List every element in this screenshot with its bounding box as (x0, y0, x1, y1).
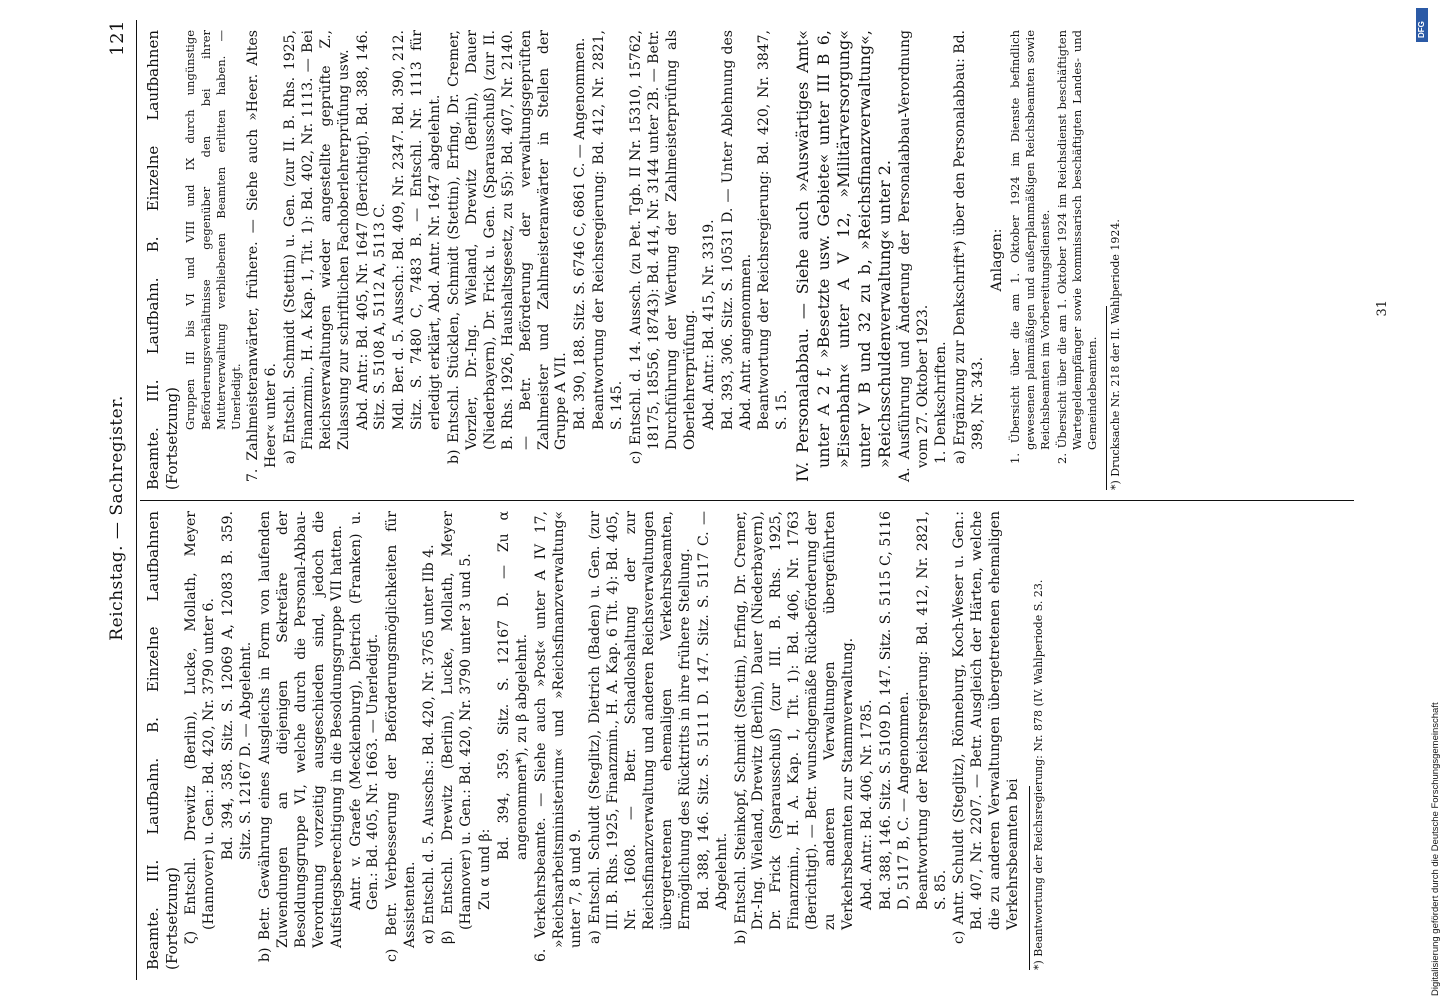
left-entry: c) Betr. Verbesserung der Beförderungsmöglichkeiten für Assistenten. (384, 511, 419, 962)
left-entry: Beamte. III. Laufbahn. B. Einzelne Laufbahnen (Fortsetzung) (144, 511, 182, 970)
digitization-note (1404, 0, 1441, 1000)
right-entry: Anlagen: (989, 228, 1006, 292)
right-entry: IV. Personalabbau. — Siehe auch »Auswärtiges Amt« unter A 2 f, »Besetzte usw. Gebiete« unter III B 6, »Eisenbahn« unter A V 12, »Militärversorgung« unter V B und 32 zu b, »Reichsfinanzverwaltung«, »Reichsschuldenverwaltung« unter 2. (793, 30, 895, 482)
right-entry: 2. Übersicht über die am 1. Oktober 1924 im Reichsdienst beschäftigten Wartegeldempfänger sowie kommissarisch beschäftigten Landes- und Gemeindebeamten. (1054, 30, 1099, 464)
right-entry: A. Ausführung und Änderung der Personalabbau-Verordnung vom 27. Oktober 1923. (896, 30, 931, 482)
left-entry: 6. Verkehrsbeamte. — Siehe auch »Post« unter A IV 17, »Reichsarbeitsministerium« und »Reichsfinanzverwaltung« unter 7, 8 und 9. (532, 511, 585, 962)
right-entry: Beantwortung der Reichsregierung: Bd. 420, Nr. 3847, S. 15. (756, 30, 791, 430)
right-entry: 1. Denkschriften. (933, 341, 950, 464)
left-column (140, 500, 1354, 980)
left-entry: Bd. 394, 358. Sitz. S. 12069 A, 12083 B. 359. Sitz. S. 12167 D. — Abgelehnt. (220, 511, 255, 860)
left-entry: Bd. 388, 146. Sitz. S. 5111 D. 147. Sitz. S. 5117 C. — Abgelehnt. (695, 511, 730, 910)
right-entry: 7. Zahlmeisteranwärter, frühere. — Siehe auch »Heer. Altes Heer« unter 6. (245, 30, 279, 482)
left-entry: Antr. v. Graefe (Mecklenburg), Dietrich (Franken) u. Gen.: Bd. 405, Nr. 1663. — Unerledigt. (347, 511, 382, 910)
left-entry: Beantwortung der Reichsregierung: Bd. 412, Nr. 2821, S. 85. (914, 511, 949, 910)
left-entry: ζ) Entschl. Drewitz (Berlin), Lucke, Mollath, Meyer (Hannover) u. Gen.: Bd. 420, Nr. 3790 unter 6. (183, 511, 218, 944)
right-entry: a) Ergänzung zur Denkschrift*) über den Personalabbau: Bd. 398, Nr. 343. (952, 30, 987, 464)
right-entry: Abd. Antr.: Bd. 415, Nr. 3319. (700, 219, 717, 430)
right-entry: Beantwortung der Reichsregierung: Bd. 412, Nr. 2821, S. 145. (591, 30, 626, 430)
dfg-logo-text: DFG (1417, 21, 1426, 38)
left-entry: Abd. Antr.: Bd. 406, Nr. 1785. (858, 699, 875, 910)
right-entry: Beamte. III. Laufbahn. B. Einzelne Laufbahnen (Fortsetzung) (144, 30, 182, 490)
left-entry: β) Entschl. Drewitz (Berlin), Lucke, Mollath, Meyer (Hannover) u. Gen.: Bd. 420, Nr. 3790 unter 3 und 5. (440, 511, 474, 944)
right-entry: Bd. 390, 188. Sitz. S. 6746 C, 6861 C. — Angenommen. (572, 37, 589, 430)
dfg-logo (1416, 8, 1428, 42)
running-head (100, 20, 137, 980)
right-entry: b) Entschl. Stücklen, Schmidt (Stettin), Erfing, Dr. Cremer, Vorzler, Dr.-Ing. Wieland, Drewitz (Berlin), Dauer (Niederbayern), Dr. Frick u. Gen. (Sparausschuß) (zur II. B. Rhs. 1926, Haushaltsgesetz, zu §5): Bd. 407, Nr. 2140. — Betr. Beförderung der verwaltungsgeprüften Zahlmeister und Zahlmeisteranwärter in Stellen der Gruppe A VII. (446, 30, 570, 464)
left-entry: α) Entschl. d. 5. Ausschs.: Bd. 420, Nr. 3765 unter IIb 4. (421, 544, 438, 944)
right-entry: 1. Übersicht über die am 1. Oktober 1924 im Dienste befindlich gewesenen planmäßigen und außerplanmäßigen Reichsbeamten sowie Reichsbeamten im Vorbereitungsdienste. (1008, 30, 1053, 464)
right-entry: a) Entschl. Schmidt (Stettin) u. Gen. (zur II. B. Rhs. 1925, Finanzmin., H. A. Kap. 1, Tit. 1): Bd. 402, Nr. 1113. — Bei Reichsverwaltungen wieder angestellte geprüfte Z., Zulassung zur schriftlichen Fachoberlehrerprüfung usw. (281, 30, 352, 464)
right-entry: Abd. Antr.: Bd. 405, Nr. 1647 (Berichtigt). Bd. 388, 146. Sitz. S. 5108 A, 5112 A, 5113 C. (354, 30, 389, 430)
left-entry: a) Entschl. Schuldt (Steglitz), Dietrich (Baden) u. Gen. (zur III. B. Rhs. 1925, Finanzmin., H. A. Kap. 6 Tit. 4): Bd. 405, Nr. 1608. — Betr. Schadloshaltung der zur Reichsfinanzverwaltung und anderen Reichsverwaltungen übergetretenen ehemaligen Verkehrsbeamten, Ermöglichung des Rücktritts in ihre frühere Stellung. (587, 511, 693, 944)
signature-mark: 31 (1375, 300, 1391, 317)
page-number: 121 (107, 20, 129, 56)
left-entry: b) Betr. Gewährung eines Ausgleichs in Form von laufenden Zuwendungen an diejenigen Sekretäre der Besoldungsgruppe VI, welche durch die Personal-Abbau-Verordnung vorzeitig ausgeschieden sind, jedoch die Aufstiegsberechtigung in die Besoldungsgruppe VII hatten. (257, 511, 345, 962)
right-footnote: *) Drucksache Nr. 218 der II. Wahlperiode 1924. (1109, 219, 1123, 490)
footnote-rule (1029, 786, 1030, 970)
left-entry: Zu α und β: (476, 828, 493, 910)
right-entry: Bd. 393, 306. Sitz. S. 10531 D. — Unter Ablehnung des Abd. Antr. angenommen. (719, 30, 754, 430)
book-page (100, 0, 1400, 1000)
digitization-note-text: Digitalisierung gefördert durch die Deutsche Forschungsgemeinschaft (1430, 702, 1441, 996)
right-entry: Gruppen III bis VI und VIII und IX durch ungünstige Beförderungsverhältnisse gegenüber den bei ihrer Mutterverwaltung verbliebenen Beamten erlitten haben. — Unerledigt. (183, 30, 243, 430)
left-entry: Bd. 394, 359. Sitz. S. 12167 D. — Zu α angenommen*), zu β abgelehnt. (495, 511, 530, 860)
left-entry: b) Entschl. Steinkopf, Schmidt (Stettin), Erfing, Dr. Cremer, Dr.-Ing. Wieland, Drewitz (Berlin), Dauer (Niederbayern), Dr. Frick (Sparausschuß) (zur III. B. Rhs. 1925, Finanzmin., H. A. Kap. 1, Tit. 1): Bd. 406, Nr. 1763 (Berichtigt). — Betr. wunschgemäße Rückbeförderung der zu anderen Verwaltungen übergeführten Verkehrsbeamten zur Stammverwaltung. (732, 511, 856, 944)
right-entry: c) Entschl. d. 14. Aussch. (zu Pet. Tgb. II Nr. 15310, 15762, 18175, 18556, 18743): Bd. 414, Nr. 3144 unter 2B. — Betr. Durchführung der Wertung der Zahlmeisterprüfung als Oberlehrerprüfung. (628, 30, 698, 464)
two-column-body (140, 20, 1354, 980)
footnote-rule (1106, 306, 1107, 490)
running-head-title: Reichstag. — Sachregister. (107, 395, 128, 641)
left-entry: c) Antr. Schuldt (Steglitz), Rönneburg, Koch-Weser u. Gen.: Bd. 407, Nr. 2207. — Betr. Ausgleich der Härten, welche die zu anderen Verwaltungen übergetretenen ehemaligen Verkehrsbeamten bei (951, 511, 1022, 944)
right-column (140, 20, 1354, 500)
left-entry: Bd. 388, 146. Sitz. S. 5109 D. 147. Sitz. S. 5115 C, 5116 D, 5117 B, C. — Angenommen. (877, 511, 912, 910)
left-footnote: *) Beantwortung der Reichsregierung: Nr. 878 (IV. Wahlperiode S. 23. (1032, 579, 1046, 970)
right-entry: Mdl. Ber. d. 5. Aussch.: Bd. 409, Nr. 2347. Bd. 390, 212. Sitz. S. 7480 C, 7483 B. — Entschl. Nr. 1113 für erledigt erklärt, Abd. Antr. Nr. 1647 abgelehnt. (391, 30, 444, 430)
